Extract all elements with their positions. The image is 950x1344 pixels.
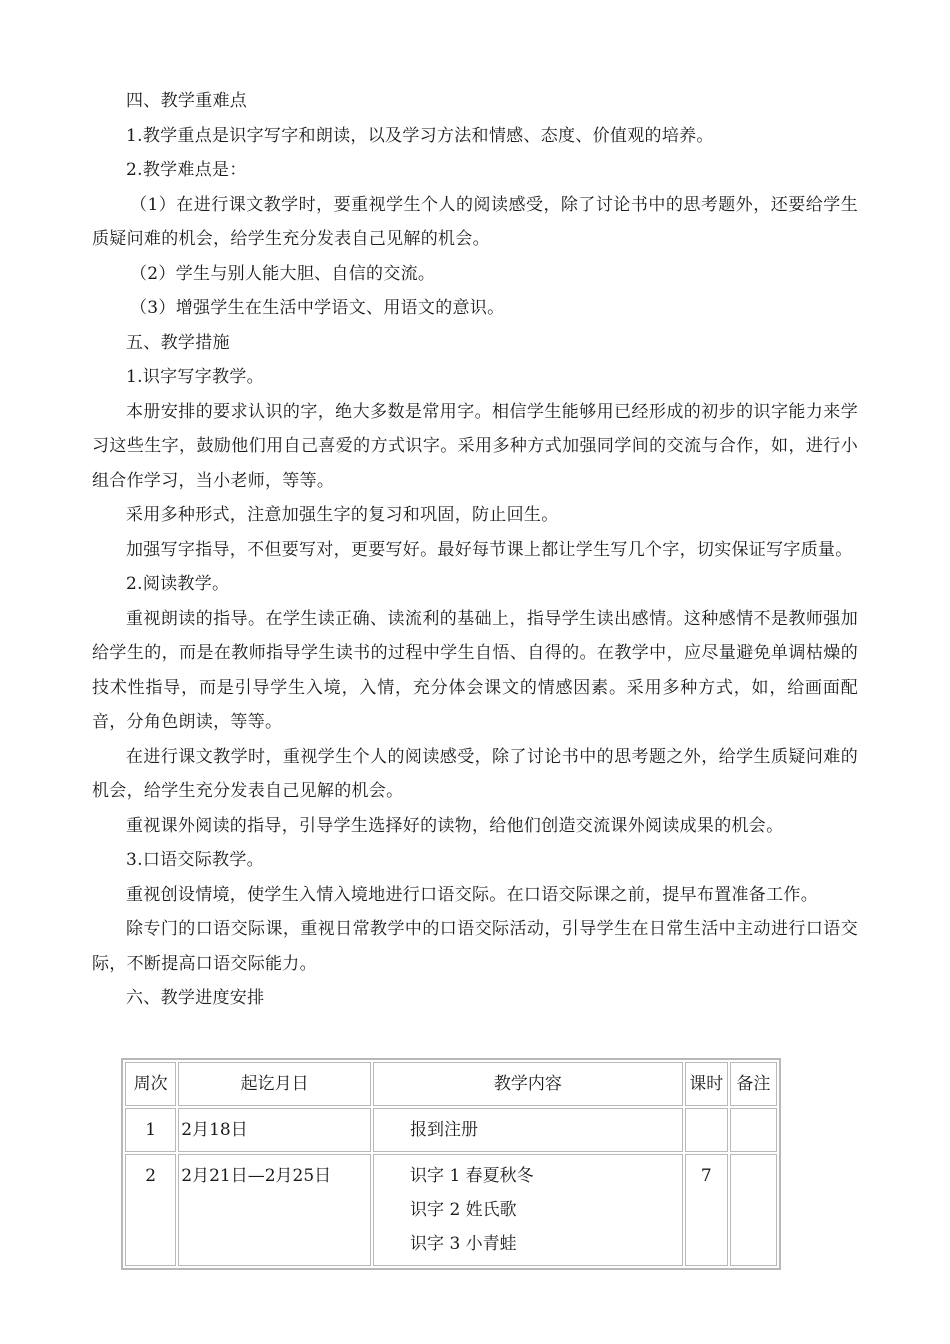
content-line: 识字 2 姓氏歌	[410, 1200, 517, 1220]
section5-para8: 除专门的口语交际课，重视日常教学中的口语交际活动，引导学生在日常生活中主动进行口语交际，不断提高口语交际能力。	[92, 919, 858, 974]
content-line: 识字 1 春夏秋冬	[410, 1166, 534, 1186]
section5-sub3: 3.口语交际教学。	[126, 850, 264, 870]
cell-week: 1	[125, 1108, 176, 1152]
content-line: 识字 3 小青蛙	[410, 1234, 517, 1254]
section5-para7: 重视创设情境，使学生入情入境地进行口语交际。在口语交际课之前，提早布置准备工作。	[126, 884, 818, 905]
section5-para3: 加强写字指导，不但要写对，更要写好。最好每节课上都让学生写几个字，切实保证写字质量。	[126, 539, 853, 560]
section5-para6: 重视课外阅读的指导，引导学生选择好的读物，给他们创造交流课外阅读成果的机会。	[126, 815, 784, 836]
cell-note	[730, 1108, 777, 1152]
section4-point2: 2.教学难点是：	[126, 160, 247, 180]
section5-sub1: 1.识字写字教学。	[126, 367, 264, 387]
section4-difficulty3: （3）增强学生在生活中学语文、用语文的意识。	[130, 298, 505, 318]
cell-dates: 2月21日—2月25日	[178, 1154, 371, 1266]
section4-heading: 四、教学重难点	[126, 91, 248, 111]
table-row	[125, 1154, 777, 1266]
section5-sub2: 2.阅读教学。	[126, 574, 230, 594]
section5-para1: 本册安排的要求认识的字，绝大多数是常用字。相信学生能够用已经形成的初步的识字能力来学习这些生字，鼓励他们用自己喜爱的方式识字。采用多种方式加强同学间的交流与合作，如，进行小组合作学习，当小老师，等等。	[92, 401, 858, 491]
section5-para2: 采用多种形式，注意加强生字的复习和巩固，防止回生。	[126, 505, 559, 525]
section5-heading: 五、教学措施	[126, 332, 230, 353]
cell-hours: 7	[685, 1154, 728, 1266]
section6-heading: 六、教学进度安排	[126, 988, 265, 1008]
header-week: 周次	[125, 1062, 176, 1106]
cell-content	[373, 1154, 683, 1266]
section5-para4: 重视朗读的指导。在学生读正确、读流利的基础上，指导学生读出感情。这种感情不是教师强加给学生的，而是在教师指导学生读书的过程中学生自悟、自得的。在教学中，应尽量避免单调枯燥的技术性指导，而是引导学生入境，入情，充分体会课文的情感因素。采用多种方式，如，给画面配音，分角色朗读，等等。	[92, 608, 858, 732]
section4-difficulty1: （1）在进行课文教学时，要重视学生个人的阅读感受，除了讨论书中的思考题外，还要给学生质疑问难的机会，给学生充分发表自己见解的机会。	[92, 194, 858, 249]
cell-content	[373, 1108, 683, 1152]
section5-para5: 在进行课文教学时，重视学生个人的阅读感受，除了讨论书中的思考题之外，给学生质疑问难的机会，给学生充分发表自己见解的机会。	[92, 746, 858, 801]
document-body	[92, 84, 858, 1016]
cell-note	[730, 1154, 777, 1266]
section4-point1: 1.教学重点是识字写字和朗读，以及学习方法和情感、态度、价值观的培养。	[126, 125, 714, 146]
content-line: 报到注册	[410, 1120, 479, 1140]
header-content: 教学内容	[373, 1062, 683, 1106]
header-dates: 起讫月日	[178, 1062, 371, 1106]
cell-dates: 2月18日	[178, 1108, 371, 1152]
table-row	[125, 1108, 777, 1152]
section4-difficulty2: （2）学生与别人能大胆、自信的交流。	[130, 263, 436, 284]
header-hours: 课时	[685, 1062, 728, 1106]
table-header-row	[125, 1062, 777, 1106]
cell-week: 2	[125, 1154, 176, 1266]
schedule-table	[121, 1058, 781, 1270]
header-note: 备注	[730, 1062, 777, 1106]
cell-hours	[685, 1108, 728, 1152]
